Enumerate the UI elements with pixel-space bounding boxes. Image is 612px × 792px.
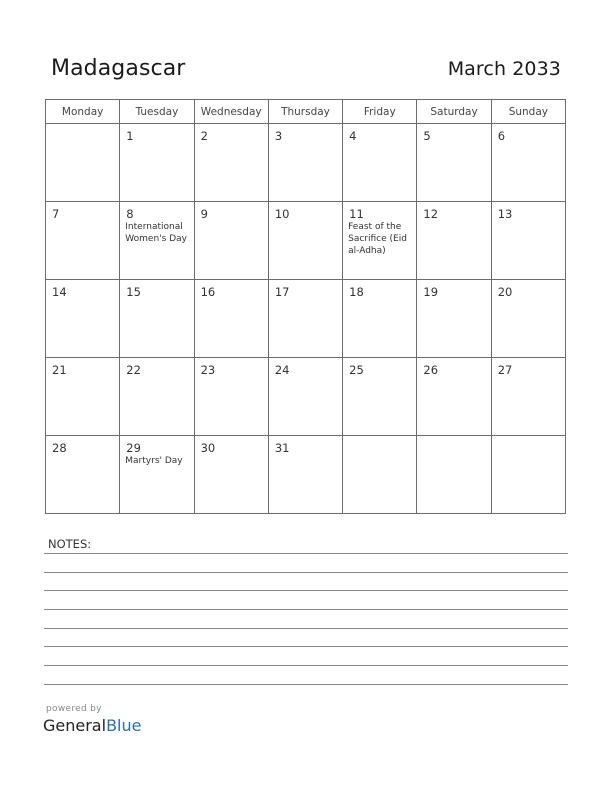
calendar-grid (45, 99, 566, 514)
day-cell (417, 280, 491, 358)
day-number: 7 (52, 207, 60, 221)
week-row (46, 124, 566, 202)
weekday-header: Wednesday (194, 100, 268, 124)
day-cell (46, 124, 120, 202)
day-number: 14 (52, 285, 67, 299)
day-number: 4 (349, 129, 357, 143)
note-line (44, 665, 568, 666)
day-number: 9 (200, 207, 208, 221)
day-cell (268, 358, 342, 436)
day-cell (194, 124, 268, 202)
note-line (44, 553, 568, 554)
day-number: 8 (126, 207, 134, 221)
day-cell (120, 358, 194, 436)
day-number: 28 (52, 441, 67, 455)
day-cell (268, 202, 342, 280)
week-row (46, 202, 566, 280)
day-number: 16 (200, 285, 216, 299)
day-cell (194, 436, 268, 514)
day-cell (417, 436, 491, 514)
note-line (44, 609, 568, 610)
holiday-label: International Women's Day (125, 222, 187, 244)
day-cell (343, 202, 417, 280)
day-cell (120, 202, 194, 280)
day-number: 12 (423, 207, 439, 221)
day-number: 30 (200, 441, 216, 455)
day-number: 21 (52, 363, 67, 377)
day-number: 13 (497, 207, 513, 221)
day-number: 23 (200, 363, 216, 377)
weekday-header-row (46, 100, 566, 124)
day-number: 15 (126, 285, 141, 299)
day-cell (268, 436, 342, 514)
day-number: 18 (349, 285, 364, 299)
day-cell (268, 124, 342, 202)
generalblue-logo (43, 716, 141, 735)
day-number: 6 (497, 129, 506, 143)
day-cell (194, 280, 268, 358)
month-title: March 2033 (447, 58, 561, 80)
day-cell (120, 280, 194, 358)
note-line (44, 590, 568, 591)
day-cell (343, 124, 417, 202)
day-number: 29 (126, 441, 141, 455)
day-cell (46, 358, 120, 436)
day-cell (491, 124, 565, 202)
note-line (44, 684, 568, 685)
brand-general: General (43, 716, 107, 735)
day-number: 3 (274, 129, 283, 143)
note-line (44, 646, 568, 647)
notes-label: NOTES: (48, 537, 92, 551)
brand-blue: Blue (106, 716, 142, 735)
note-line (44, 628, 568, 629)
day-number: 22 (126, 363, 141, 377)
day-cell (46, 280, 120, 358)
day-cell (491, 280, 565, 358)
weekday-header: Sunday (491, 100, 565, 124)
day-cell (194, 202, 268, 280)
holiday-label: Martyrs' Day (125, 456, 183, 466)
day-cell (417, 124, 491, 202)
day-cell (491, 202, 565, 280)
day-number: 26 (423, 363, 439, 377)
day-cell (417, 202, 491, 280)
day-cell (268, 280, 342, 358)
day-number: 24 (274, 363, 290, 377)
powered-by-text: powered by (46, 704, 102, 714)
day-number: 1 (126, 129, 134, 143)
day-cell (120, 436, 194, 514)
day-number: 25 (349, 363, 364, 377)
day-cell (491, 358, 565, 436)
day-number: 10 (274, 207, 290, 221)
weekday-header: Monday (46, 100, 120, 124)
day-cell (120, 124, 194, 202)
day-number: 31 (274, 441, 290, 455)
holiday-label: Feast of the Sacrifice (Eid al-Adha) (348, 222, 407, 256)
day-number: 19 (423, 285, 439, 299)
day-cell (343, 280, 417, 358)
day-cell (491, 436, 565, 514)
day-cell (343, 436, 417, 514)
weekday-header: Thursday (268, 100, 342, 124)
weekday-header: Friday (343, 100, 417, 124)
day-number: 17 (274, 285, 290, 299)
day-number: 2 (200, 129, 208, 143)
week-row (46, 280, 566, 358)
day-cell (46, 436, 120, 514)
country-title: Madagascar (51, 56, 186, 81)
day-number: 11 (349, 207, 364, 221)
week-row (46, 436, 566, 514)
weekday-header: Tuesday (120, 100, 194, 124)
day-number: 5 (423, 129, 431, 143)
day-cell (194, 358, 268, 436)
day-number: 20 (497, 285, 513, 299)
day-cell (343, 358, 417, 436)
week-row (46, 358, 566, 436)
note-line (44, 572, 568, 573)
day-number: 27 (497, 363, 513, 377)
day-cell (417, 358, 491, 436)
weekday-header: Saturday (417, 100, 491, 124)
day-cell (46, 202, 120, 280)
